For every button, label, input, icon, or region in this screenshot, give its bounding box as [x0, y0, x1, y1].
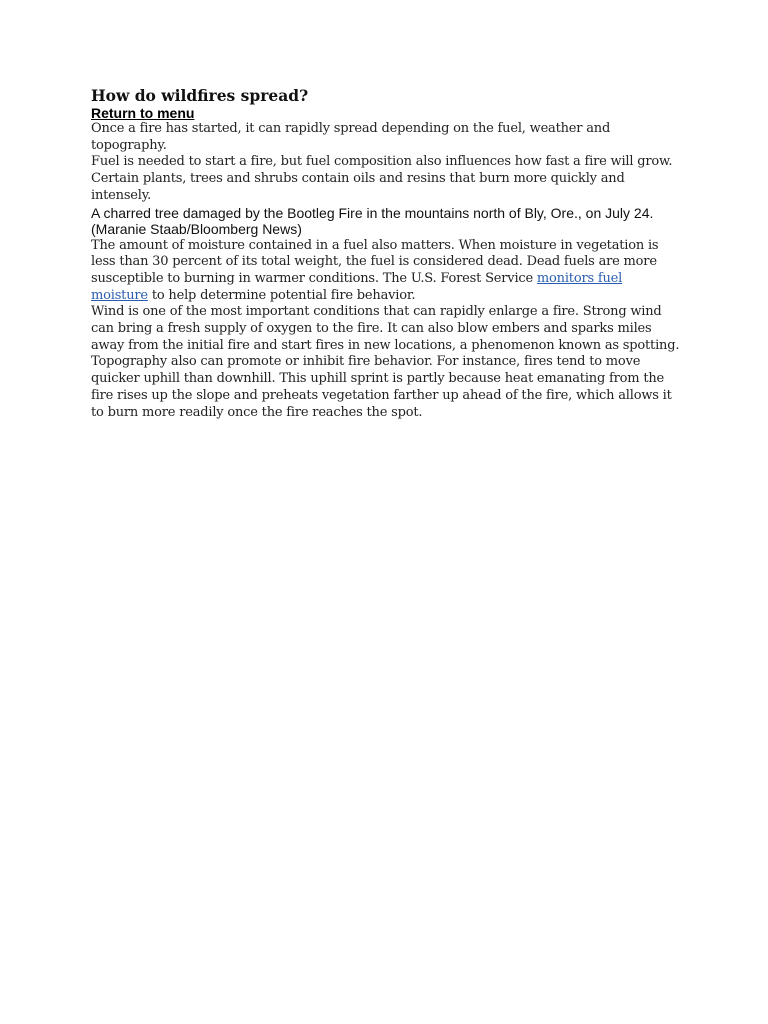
article-body — [91, 86, 681, 421]
paragraph-moisture-text: The amount of moisture contained in a fuel also matters. When moisture in vegetation is less than 30 percent of its total weight, the fuel is considered dead. Dead fuels are more susceptible to burning in warmer conditions. The U.S. Forest Service — [91, 237, 659, 286]
paragraph-fuel: Fuel is needed to start a fire, but fuel composition also influences how fast a fire will grow. Certain plants, trees and shrubs contain oils and resins that burn more quickly and intensely. — [91, 154, 673, 203]
photo-caption: A charred tree damaged by the Bootleg Fire in the mountains north of Bly, Ore., on July 24. (Maranie Staab/Bloomberg News) — [91, 204, 654, 238]
return-to-menu-link[interactable]: Return to menu — [91, 105, 195, 121]
monitors-fuel-moisture-link[interactable]: monitors fuel moisture — [91, 270, 623, 303]
article-title: How do wildfires spread? — [91, 86, 309, 105]
paragraph-moisture — [91, 238, 681, 305]
paragraph-wind: Wind is one of the most important conditions that can rapidly enlarge a fire. Strong wind can bring a fresh supply of oxygen to the fire. It can also blow embers and sparks miles away from the initial fire and start fires in new locations, a phenomenon known as spotting. — [91, 304, 680, 353]
paragraph-topography: Topography also can promote or inhibit fire behavior. For instance, fires tend to move quicker uphill than downhill. This uphill sprint is partly because heat emanating from the fire rises up the slope and preheats vegetation farther up ahead of the fire, which allows it to burn more readily once the fire reaches the spot. — [91, 354, 672, 420]
paragraph-moisture-tail: to help determine potential fire behavior. — [147, 287, 416, 303]
paragraph-intro: Once a fire has started, it can rapidly spread depending on the fuel, weather and topography. — [91, 121, 611, 153]
